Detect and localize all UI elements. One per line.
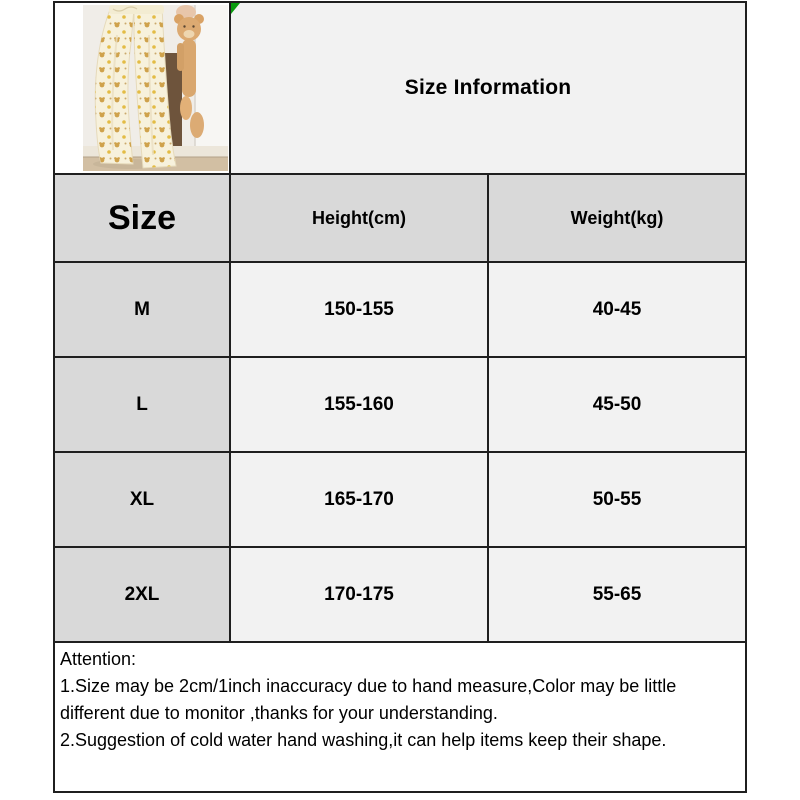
column-header-weight: Weight(kg) [488, 174, 746, 262]
size-label: 2XL [54, 547, 230, 642]
size-label: XL [54, 452, 230, 547]
product-photo-cell [54, 2, 230, 174]
height-value: 165-170 [230, 452, 488, 547]
cell-corner-marker-icon [231, 3, 240, 14]
product-photo [83, 5, 228, 171]
attention-box [53, 643, 747, 793]
table-row [54, 262, 746, 357]
table-title-cell [230, 2, 746, 174]
title-row [54, 2, 746, 174]
weight-value: 40-45 [488, 262, 746, 357]
column-header-height: Height(cm) [230, 174, 488, 262]
column-header-size: Size [54, 174, 230, 262]
column-header-row [54, 174, 746, 262]
attention-note-2: 2.Suggestion of cold water hand washing,it can help items keep their shape. [60, 730, 667, 750]
table-row [54, 452, 746, 547]
table-row [54, 547, 746, 642]
size-label: M [54, 262, 230, 357]
weight-value: 45-50 [488, 357, 746, 452]
size-label: L [54, 357, 230, 452]
weight-value: 50-55 [488, 452, 746, 547]
height-value: 155-160 [230, 357, 488, 452]
attention-heading: Attention: [60, 649, 137, 669]
size-table [53, 1, 747, 643]
weight-value: 55-65 [488, 547, 746, 642]
table-title: Size Information [404, 76, 572, 99]
size-chart-sheet [53, 1, 747, 793]
height-value: 150-155 [230, 262, 488, 357]
height-value: 170-175 [230, 547, 488, 642]
attention-note-1: 1.Size may be 2cm/1inch inaccuracy due to hand measure,Color may be little different due to monitor ,thanks for your understanding. [60, 676, 677, 723]
table-row [54, 357, 746, 452]
